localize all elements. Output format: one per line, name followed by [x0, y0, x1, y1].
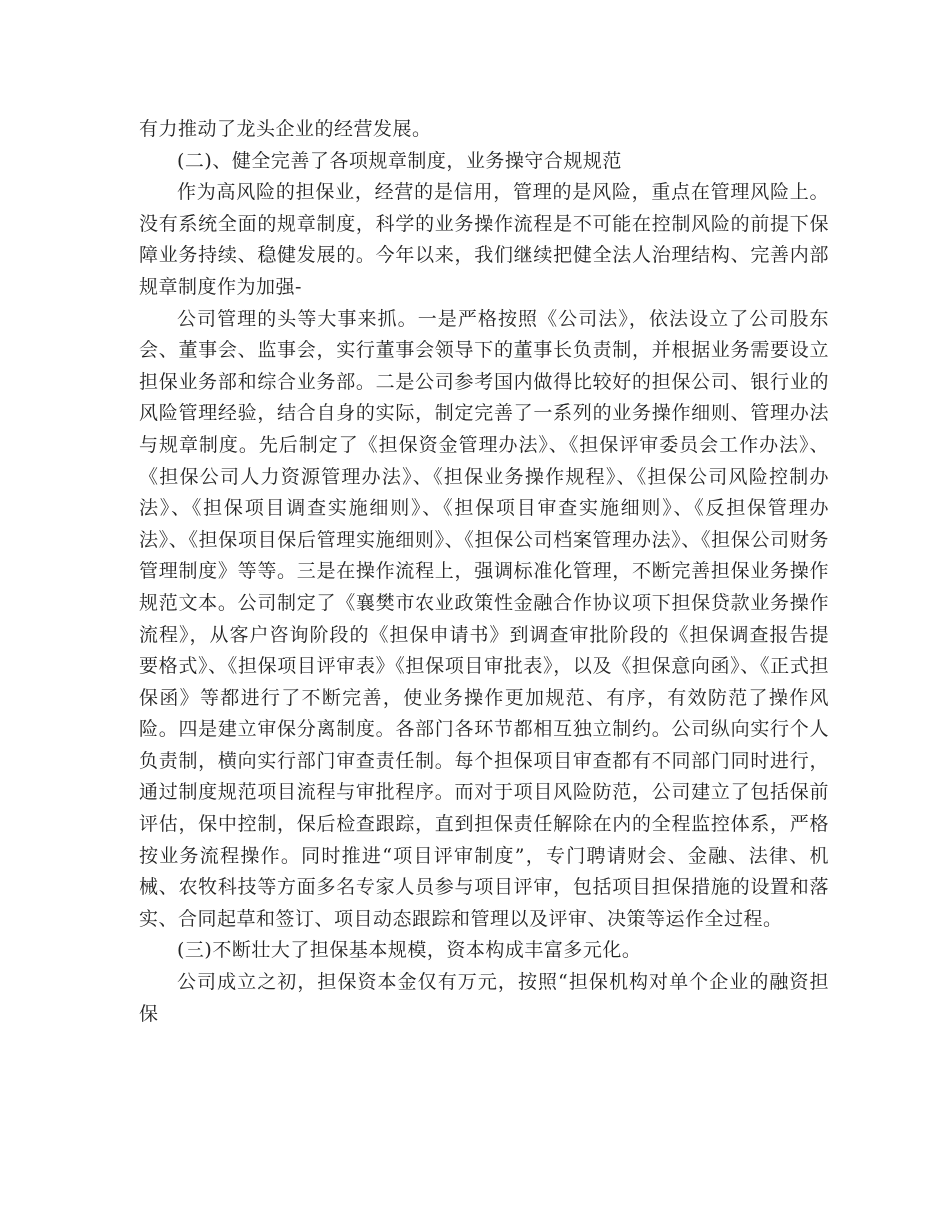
document-body: [139, 114, 829, 1030]
paragraph-capital-scale: 公司成立之初，担保资本金仅有万元，按照“担保机构对单个企业的融资担保: [139, 971, 829, 1025]
paragraph-continuation: 有力推动了龙头企业的经营发展。: [139, 118, 432, 140]
paragraph-risk-management: 作为高风险的担保业，经营的是信用，管理的是风险，重点在管理风险上。没有系统全面的规章制度，科学的业务操作流程是不可能在控制风险的前提下保障业务持续、稳健发展的。今年以来，我们继续把健全法人治理结构、完善内部规章制度作为加强-: [139, 181, 829, 298]
section-heading-three: (三)不断壮大了担保基本规模，资本构成丰富多元化。: [177, 939, 642, 962]
section-heading-two: (二)、健全完善了各项规章制度，业务操守合规规范: [177, 149, 622, 172]
paragraph-company-management: 公司管理的头等大事来抓。一是严格按照《公司法》，依法设立了公司股东会、董事会、监事会，实行董事会领导下的董事长负责制，并根据业务需要设立担保业务部和综合业务部。二是公司参考国内做得比较好的担保公司、银行业的风险管理经验，结合自身的实际，制定完善了一系列的业务操作细则、管理办法与规章制度。先后制定了《担保资金管理办法》、《担保评审委员会工作办法》、《担保公司人力资源管理办法》、《担保业务操作规程》、《担保公司风险控制办法》、《担保项目调查实施细则》、《担保项目审查实施细则》、《反担保管理办法》、《担保项目保后管理实施细则》、《担保公司档案管理办法》、《担保公司财务管理制度》等等。三是在操作流程上，强调标准化管理，不断完善担保业务操作规范文本。公司制定了《襄樊市农业政策性金融合作协议项下担保贷款业务操作流程》，从客户咨询阶段的《担保申请书》到调查审批阶段的《担保调查报告提要格式》、《担保项目评审表》《担保项目审批表》，以及《担保意向函》、《正式担保函》等都进行了不断完善，使业务操作更加规范、有序，有效防范了操作风险。四是建立审保分离制度。各部门各环节都相互独立制约。公司纵向实行个人负责制，横向实行部门审查责任制。每个担保项目审查都有不同部门同时进行，通过制度规范项目流程与审批程序。而对于项目风险防范，公司建立了包括保前评估，保中控制，保后检查跟踪，直到担保责任解除在内的全程监控体系，严格按业务流程操作。同时推进“项目评审制度”，专门聘请财会、金融、法律、机械、农牧科技等方面多名专家人员参与项目评审，包括项目担保措施的设置和落实、合同起草和签订、项目动态跟踪和管理以及评审、决策等运作全过程。: [139, 307, 829, 930]
